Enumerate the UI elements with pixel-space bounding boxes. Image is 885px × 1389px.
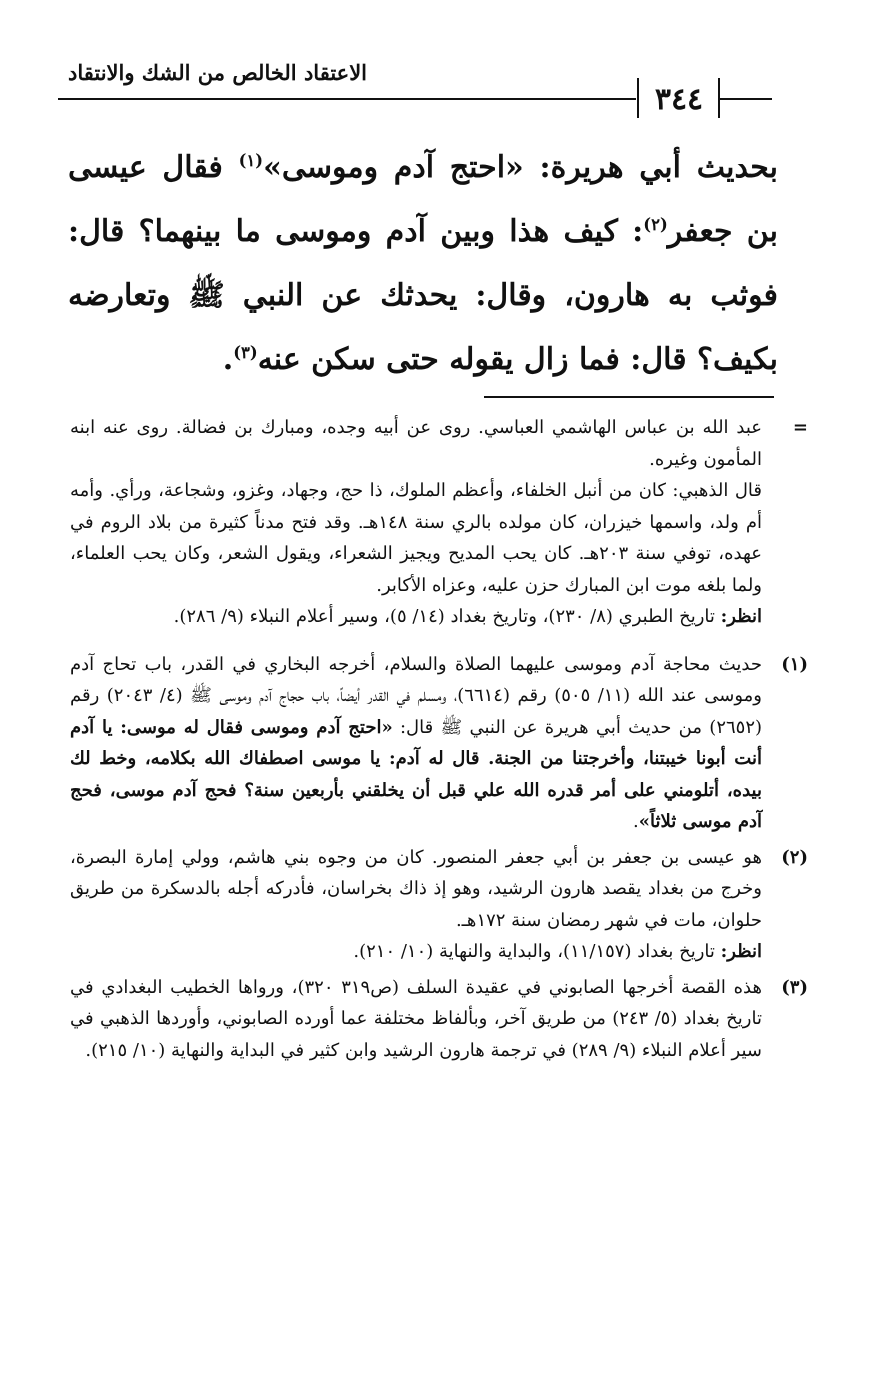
header-bar-left: [637, 78, 639, 118]
footnote-continued: [70, 412, 808, 633]
main-text-part-4: .: [222, 342, 234, 377]
page-number: ٣٤٤: [654, 82, 704, 117]
footnote-3-text: هذه القصة أخرجها الصابوني في عقيدة السلف (ص٣١٩ ٣٢٠)، ورواها الخطيب البغدادي في تاريخ بغداد (٥/ ٢٤٣) من طريق آخر، وبألفاظ مختلفة عما أورده الصابوني، وأوردها الذهبي في سير أعلام النبلاء (٩/ ٢٨٩) في ترجمة هارون الرشيد وابن كثير في البداية والنهاية (١٠/ ٢١٥).: [70, 976, 762, 1061]
footnote-ref-3: (٣): [233, 343, 258, 362]
main-paragraph: [68, 136, 778, 392]
footnote-2-text: هو عيسى بن جعفر بن أبي جعفر المنصور. كان من وجوه بني هاشم، وولي إمارة البصرة، وخرج من بغداد يقصد هارون الرشيد، وهو إذ ذاك بخراسان، فأدركه أجله بالدسكرة من طريق حلوان، مات في شهر رمضان سنة ١٧٢هـ.: [70, 846, 762, 931]
footnote-continued-para-1: عبد الله بن عباس الهاشمي العباسي. روى عن أبيه وجده، ومبارك بن فضالة. روى عنه ابنه المأمون وغيره.: [70, 417, 762, 470]
footnote-ref-1: (١): [238, 151, 264, 170]
footnote-2-references: [70, 936, 762, 968]
see-label: انظر:: [720, 606, 762, 627]
footnote-1-hadith-quote: «احتج آدم وموسى فقال له موسى: يا آدم أنت أبونا خيبتنا، وأخرجتنا من الجنة. قال له آدم: يا موسى اصطفاك الله بكلامه، وخط لك بيده، أتلومني على أمر قدره الله علي قبل أن يخلقني بأربعين سنة؟ فحج آدم موسى، فحج آدم موسى ثلاثاً»: [70, 716, 762, 832]
footnotes: [70, 412, 808, 1066]
footnote-continued-para-3: [70, 601, 762, 633]
see-references: تاريخ الطبري (٨/ ٢٣٠)، وتاريخ بغداد (١٤/ ٥)، وسير أعلام النبلاء (٩/ ٢٨٦).: [173, 606, 721, 627]
footnote-1-mark: (١): [781, 653, 808, 675]
footnote-1-text: [70, 649, 762, 838]
footnote-ref-2: (٢): [643, 215, 668, 234]
footnote-1: [70, 649, 808, 838]
header-rule-left: [58, 98, 636, 100]
main-text: [68, 136, 778, 392]
header-rule-right: [720, 98, 772, 100]
running-title: الاعتقاد الخالص من الشك والانتقاد: [67, 60, 367, 85]
continuation-mark: =: [792, 417, 808, 438]
main-text-part-2: فقال عيسى بن جعفر: [68, 150, 778, 249]
footnote-2-see-refs: تاريخ بغداد (١١/١٥٧)، والبداية والنهاية (١٠/ ٢١٠).: [353, 941, 721, 962]
header-bar-right: [718, 78, 720, 118]
footnote-separator: [484, 396, 774, 398]
main-text-part-1: بحديث أبي هريرة: «احتج آدم وموسى»: [263, 150, 778, 185]
footnote-2: [70, 842, 808, 968]
footnote-1-text-c: .: [633, 811, 639, 832]
footnote-3: [70, 972, 808, 1067]
footnote-2-mark: (٢): [781, 846, 808, 868]
footnote-3-mark: (٣): [781, 976, 808, 998]
footnote-1-text-a: حديث محاجة آدم وموسى عليهما الصلاة والسلام، أخرجه البخاري في القدر، باب تحاج آدم وموسى عند الله (١١/ ٥٠٥) رقم (٦٦١٤)، ومسلم في القدر أيضاً، باب حجاج آدم وموسى ﷺ (٤/ ٢٠٤٣) رقم (٢٦٥٢) من حديث أبي هريرة عن النبي ﷺ قال:: [70, 653, 763, 738]
footnote-2-see-label: انظر:: [720, 941, 762, 962]
footnote-continued-para-2: قال الذهبي: كان من أنبل الخلفاء، وأعظم الملوك، ذا حج، وجهاد، وغزو، وشجاعة، ورأي. وأمه أم ولد، واسمها خيزران، كان مولده بالري سنة ١٤٨هـ. وقد فتح مدناً كثيرة من بلاد الروم في عهده، توفي سنة ٢٠٣هـ. كان يحب المديح ويجيز الشعراء، ويقول الشعر، وكان يحب العلماء، ولما بلغه موت ابن المبارك حزن عليه، وعزاه الأكابر.: [70, 480, 762, 596]
main-text-part-3: : كيف هذا وبين آدم وموسى ما بينهما؟ قال: فوثب به هارون، وقال: يحدثك عن النبي ﷺ وتعارضه بكيف؟ قال: فما زال يقوله حتى سكن عنه: [68, 214, 778, 377]
